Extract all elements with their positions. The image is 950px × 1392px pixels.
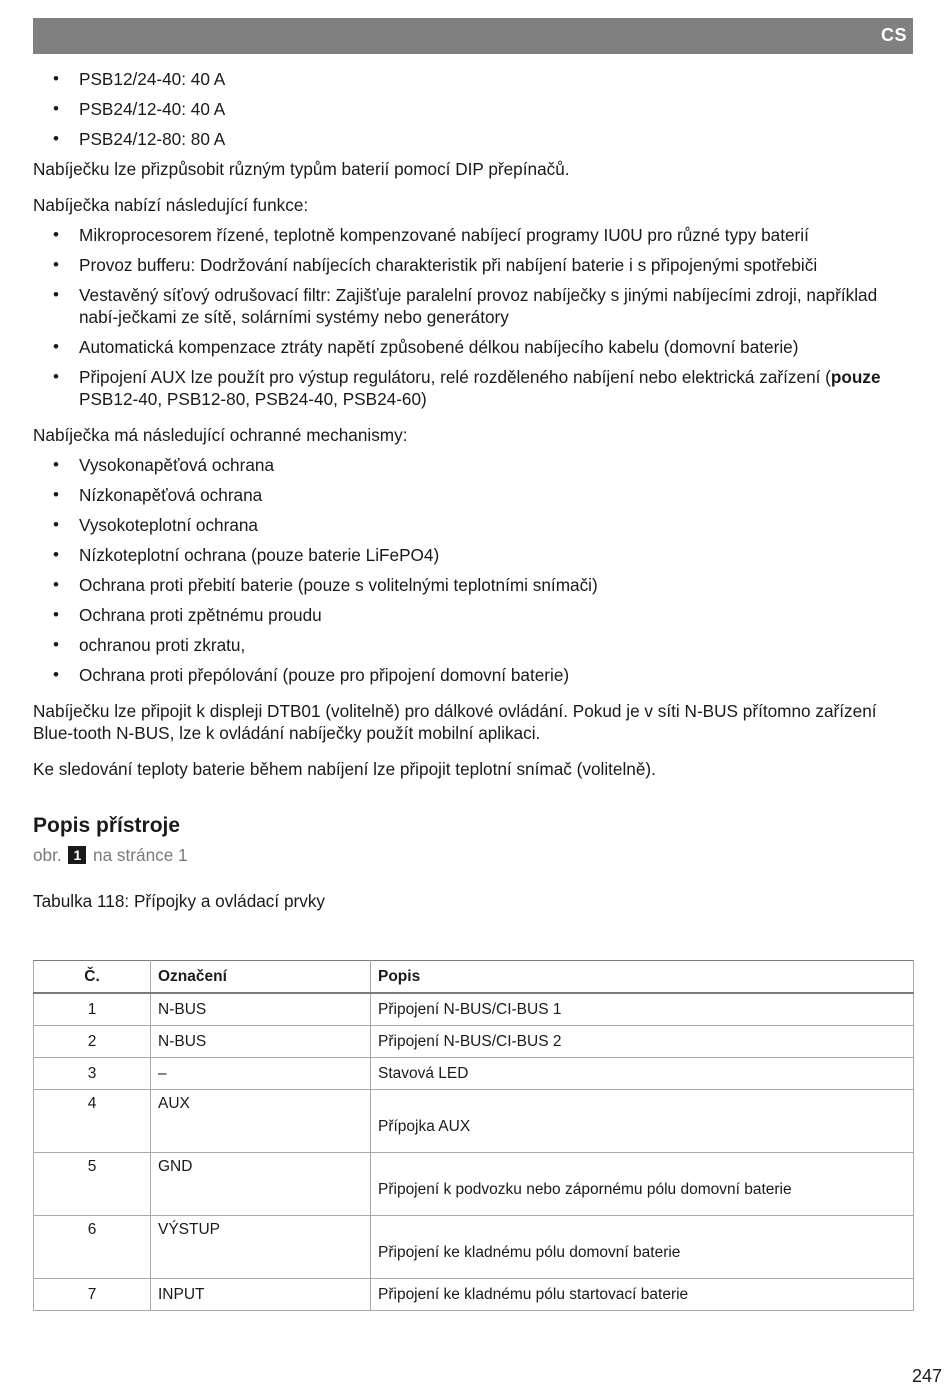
cell-description: Připojení ke kladnému pólu startovací baterie [371,1279,914,1311]
cell-description: Stavová LED [371,1058,914,1090]
section-title: Popis přístroje [33,814,181,837]
features-intro: Nabíječka nabízí následující funkce: [33,195,309,215]
page-content [33,68,913,912]
header-bar [33,18,913,54]
cell-label: N-BUS [151,993,371,1026]
cell-description: Připojení N-BUS/CI-BUS 2 [371,1026,914,1058]
list-item: • Ochrana proti zpětnému proudu [33,604,913,626]
aux-text-before: Připojení AUX lze použít pro výstup regulátoru, relé rozděleného nabíjení nebo elektrická zařízení ( [79,367,831,387]
table-caption: Tabulka 118: Přípojky a ovládací prvky [33,891,326,911]
list-item: • Vysokoteplotní ochrana [33,514,913,536]
list-item: • ochranou proti zkratu, [33,634,913,656]
cell-description: Přípojka AUX [371,1090,914,1153]
list-item: • Ochrana proti přebití baterie (pouze s volitelnými teplotními snímači) [33,574,913,596]
list-item: • Vysokonapěťová ochrana [33,454,913,476]
table-row [34,1279,914,1311]
list-item: • PSB12/24-40: 40 A [33,68,913,90]
language-code: CS [880,25,907,45]
cell-label: INPUT [151,1279,371,1311]
figure-reference [33,844,913,866]
page-number: 247 [911,1366,942,1386]
paragraph-display: Nabíječku lze připojit k displeji DTB01 (volitelně) pro dálkové ovládání. Pokud je v síti N-BUS přítomno zařízení Blue-tooth N-BUS, lze k ovládání nabíječky použít mobilní aplikaci. [33,701,877,743]
header-number: Č. [34,961,151,994]
cell-description: Připojení ke kladnému pólu domovní baterie [371,1216,914,1279]
list-item: • Nízkonapěťová ochrana [33,484,913,506]
cell-number: 2 [34,1026,151,1058]
table-row [34,993,914,1026]
header-label: Označení [151,961,371,994]
cell-label: VÝSTUP [151,1216,371,1279]
list-item: • Vestavěný síťový odrušovací filtr: Zajišťuje paralelní provoz nabíječky s jinými nabíjecími zdroji, například nabí-ječkami ze sítě, solárními systémy nebo generátory [33,284,913,328]
cell-number: 4 [34,1090,151,1153]
table-row [34,1026,914,1058]
cell-number: 7 [34,1279,151,1311]
list-item: • Ochrana proti přepólování (pouze pro připojení domovní baterie) [33,664,913,686]
cell-number: 3 [34,1058,151,1090]
list-item: • PSB24/12-40: 40 A [33,98,913,120]
connections-table [33,960,914,1311]
figure-number-badge: 1 [68,846,86,864]
cell-number: 5 [34,1153,151,1216]
table-row [34,1153,914,1216]
list-item: • Provoz bufferu: Dodržování nabíjecích charakteristik při nabíjení baterie i s připojenými spotřebiči [33,254,913,276]
cell-description: Připojení k podvozku nebo zápornému pólu domovní baterie [371,1153,914,1216]
table-row [34,1090,914,1153]
table-row [34,1058,914,1090]
model-list [33,68,913,150]
cell-label: – [151,1058,371,1090]
paragraph-dip: Nabíječku lze přizpůsobit různým typům baterií pomocí DIP přepínačů. [33,159,570,179]
fig-prefix: obr. [33,845,62,865]
list-item: • Nízkoteplotní ochrana (pouze baterie LiFePO4) [33,544,913,566]
cell-number: 6 [34,1216,151,1279]
paragraph-sensor: Ke sledování teploty baterie během nabíjení lze připojit teplotní snímač (volitelně). [33,759,656,779]
features-list [33,224,913,410]
cell-number: 1 [34,993,151,1026]
list-item [33,366,913,410]
cell-label: GND [151,1153,371,1216]
protection-list [33,454,913,686]
table-header-row [34,961,914,994]
list-item: • PSB24/12-80: 80 A [33,128,913,150]
cell-label: AUX [151,1090,371,1153]
fig-suffix: na stránce 1 [93,845,188,865]
list-item: • Mikroprocesorem řízené, teplotně kompenzované nabíjecí programy IU0U pro různé typy baterií [33,224,913,246]
aux-text-after: PSB12-40, PSB12-80, PSB24-40, PSB24-60) [79,389,427,409]
table-row [34,1216,914,1279]
cell-label: N-BUS [151,1026,371,1058]
list-item: • Automatická kompenzace ztráty napětí způsobené délkou nabíjecího kabelu (domovní baterie) [33,336,913,358]
protection-intro: Nabíječka má následující ochranné mechanismy: [33,425,408,445]
aux-text-bold: pouze [830,367,881,387]
cell-description: Připojení N-BUS/CI-BUS 1 [371,993,914,1026]
header-description: Popis [371,961,914,994]
